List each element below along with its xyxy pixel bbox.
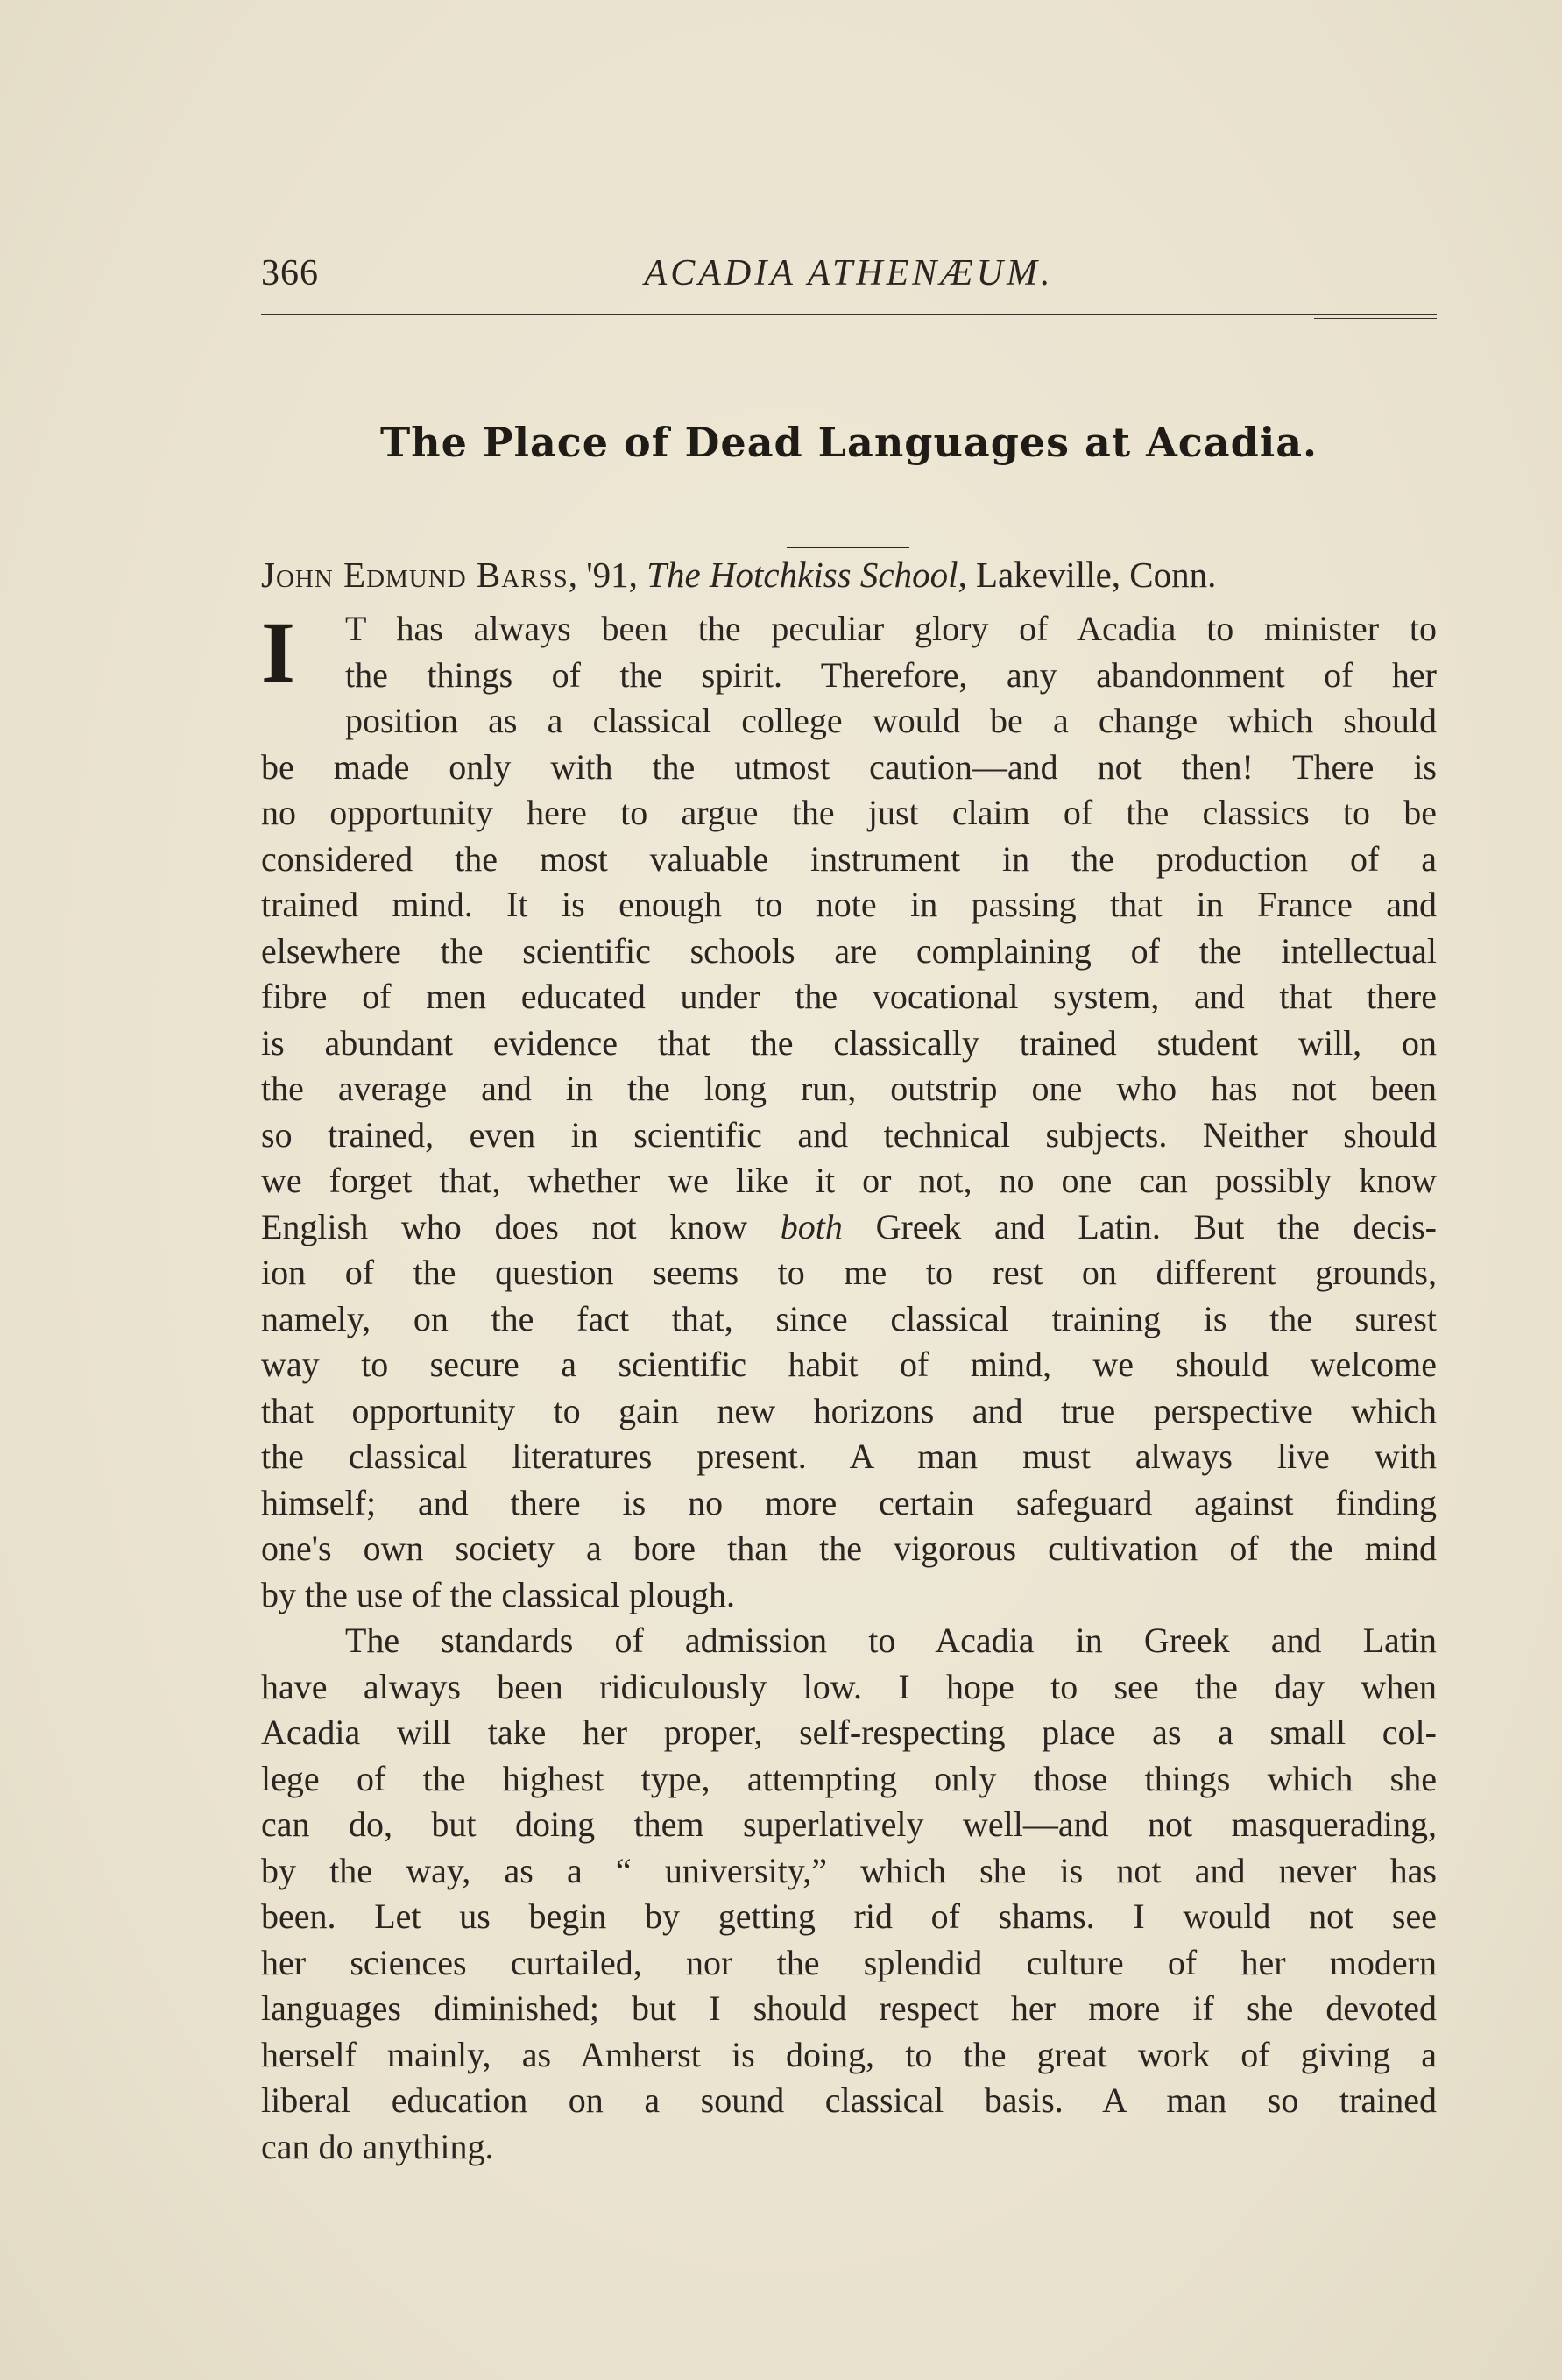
text-line: is abundant evidence that the classically trained student will, on — [261, 1022, 1437, 1063]
text-line: the classical literatures present. A man must always live with — [261, 1437, 1437, 1476]
byline-school: The Hotchkiss School, — [647, 554, 967, 595]
text-line: have always been ridiculously low. I hope to see the day when — [261, 1666, 1437, 1706]
text-line: fibre of men educated under the vocational system, and that there — [261, 977, 1437, 1016]
text-line: the average and in the long run, outstrip one who has not been — [261, 1069, 1437, 1108]
page-header — [261, 252, 1437, 305]
text-line: the things of the spirit. Therefore, any abandonment of her — [345, 654, 1437, 695]
text-line: elsewhere the scientific schools are complaining of the intellectual — [261, 930, 1437, 971]
text-line: considered the most valuable instrument in the production of a — [261, 838, 1437, 879]
text-line: been. Let us begin by getting rid of shams. I would not see — [261, 1896, 1437, 1936]
text-fragment: English who does not know — [261, 1206, 748, 1246]
text-line: position as a classical college would be a change which should — [345, 701, 1437, 740]
text-line: T has always been the peculiar glory of Acadia to minister to — [345, 609, 1437, 648]
running-title: ACADIA ATHENÆUM. — [644, 253, 1054, 293]
text-line: namely, on the fact that, since classical training is the surest — [261, 1298, 1437, 1338]
text-line: trained mind. It is enough to note in passing that in France and — [261, 885, 1437, 924]
text-fragment: Greek and Latin. But the decis- — [842, 1206, 1437, 1246]
drop-cap: I — [261, 604, 295, 701]
text-line: can do, but doing them superlatively well—and not masquerading, — [261, 1804, 1437, 1844]
header-rule — [261, 314, 1437, 315]
text-line: one's own society a bore than the vigorous cultivation of the mind — [261, 1529, 1437, 1568]
text-line: no opportunity here to argue the just claim of the classics to be — [261, 793, 1437, 832]
article-title: The Place of Dead Languages at Acadia. — [379, 419, 1318, 466]
byline-class-year: , '91, — [568, 554, 647, 595]
text-line — [261, 1204, 1437, 1251]
text-line: by the way, as a “ university,” which she is not and never has — [261, 1850, 1437, 1890]
text-line: can do anything. — [261, 2126, 494, 2166]
text-emphasis: both — [780, 1206, 843, 1246]
text-line: we forget that, whether we like it or not, no one can possibly know — [261, 1161, 1437, 1200]
text-line: herself mainly, as Amherst is doing, to the great work of giving a — [261, 2034, 1437, 2074]
text-line: by the use of the classical plough. — [261, 1574, 735, 1614]
header-rule-secondary — [1314, 318, 1437, 319]
text-line: her sciences curtailed, nor the splendid culture of her modern — [261, 1942, 1437, 1982]
article-body — [261, 606, 1437, 2170]
byline-author: John Edmund Barss — [261, 554, 569, 595]
text-line: languages diminished; but I should respect her more if she devoted — [261, 1988, 1437, 2028]
text-line: liberal education on a sound classical basis. A man so trained — [261, 2080, 1437, 2120]
text-line: that opportunity to gain new horizons and true perspective which — [261, 1390, 1437, 1430]
byline-location: Lakeville, Conn. — [966, 554, 1217, 595]
text-line: be made only with the utmost caution—and not then! There is — [261, 746, 1437, 787]
page-number: 366 — [261, 253, 319, 293]
text-line: Acadia will take her proper, self-respecting place as a small col- — [261, 1713, 1437, 1752]
text-line: The standards of admission to Acadia in Greek and Latin — [345, 1621, 1437, 1660]
text-line: way to secure a scientific habit of mind, we should welcome — [261, 1345, 1437, 1384]
text-line: lege of the highest type, attempting only those things which she — [261, 1758, 1437, 1798]
text-line: himself; and there is no more certain safeguard against finding — [261, 1482, 1437, 1522]
text-line: ion of the question seems to me to rest on different grounds, — [261, 1253, 1437, 1292]
text-line: so trained, even in scientific and technical subjects. Neither should — [261, 1114, 1437, 1155]
byline — [261, 548, 1437, 601]
